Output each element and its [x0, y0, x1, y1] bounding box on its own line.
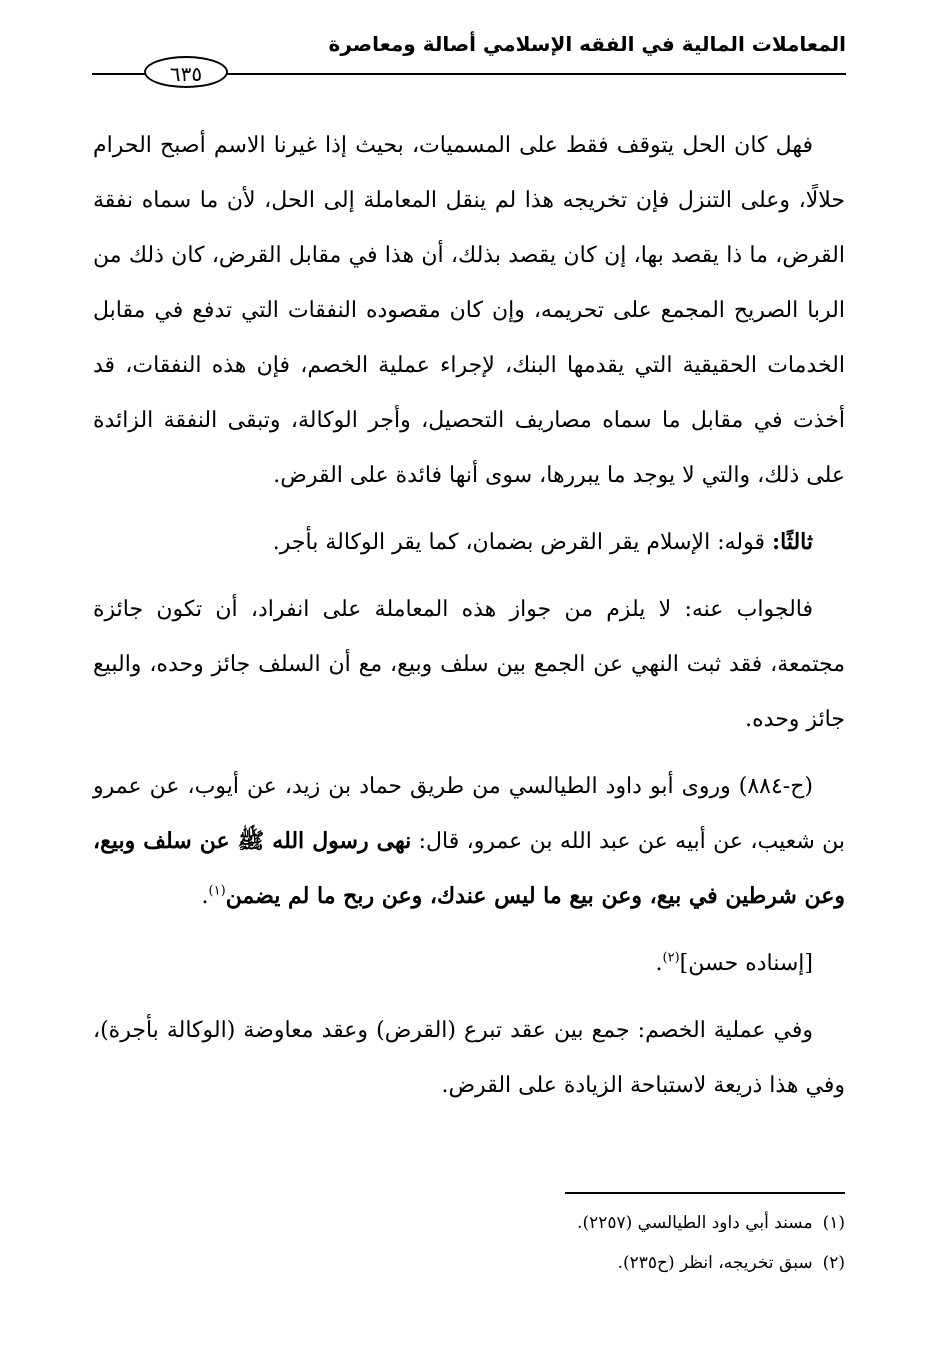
point-label: ثالثًا:: [772, 529, 813, 555]
paragraph-hadith: [93, 759, 845, 924]
running-header: [92, 30, 846, 86]
page-number: ٦٣٥: [144, 56, 228, 88]
footnote-marker: (١): [822, 1213, 845, 1233]
book-title: المعاملات المالية في الفقه الإسلامي أصالة ومعاصرة: [328, 32, 846, 56]
hadith-text: نهى رسول الله ﷺ عن سلف وبيع، وعن شرطين في بيع، وعن بيع ما ليس عندك، وعن ربح ما لم يضمن: [93, 828, 845, 909]
isnad-end: .: [655, 951, 663, 976]
footnote-text: سبق تخريجه، انظر (ح٢٣٥).: [617, 1253, 813, 1273]
footnote-2: [93, 1243, 845, 1283]
paragraph-third-point: [93, 515, 845, 570]
body-text: [93, 118, 845, 1125]
hadith-chain: (ح-٨٨٤) وروى أبو داود الطيالسي من طريق حماد بن زيد، عن أيوب، عن عمرو بن شعيب، عن أبيه عن عبد الله بن عمرو، قال:: [93, 774, 845, 854]
paragraph-discount-analysis: فهل كان الحل يتوقف فقط على المسميات، بحيث إذا غيرنا الاسم أصبح الحرام حلالًا، وعلى التنزل فإن تخريجه هذا لم ينقل المعاملة إلى الحل، لأن ما سماه نفقة القرض، ما ذا يقصد بها، إن كان يقصد بذلك، أن هذا في مقابل القرض، كان ذلك من الربا الصريح المجمع على تحريمه، وإن كان مقصوده النفقات التي تدفع في مقابل الخدمات الحقيقية التي يقدمها البنك، لإجراء عملية الخصم، فإن هذه النفقات، قد أخذت في مقابل ما سماه مصاريف التحصيل، وأجر الوكالة، وتبقى النفقة الزائدة على ذلك، والتي لا يوجد ما يبررها، سوى أنها فائدة على القرض.: [93, 133, 845, 488]
footnote-marker: (٢): [822, 1253, 845, 1273]
paragraph-isnad-grade: [93, 936, 845, 991]
footnotes: [93, 1203, 845, 1283]
footnote-ref-2[interactable]: (٢): [662, 950, 680, 966]
footnote-ref-1[interactable]: (١): [208, 883, 226, 899]
hadith-end: .: [201, 884, 209, 909]
paragraph-answer: فالجواب عنه: لا يلزم من جواز هذه المعاملة على انفراد، أن تكون جائزة مجتمعة، فقد ثبت النهي عن الجمع بين سلف وبيع، مع أن السلف جائز وحده، والبيع جائز وحده.: [93, 597, 845, 732]
paragraph-discount-process: وفي عملية الخصم: جمع بين عقد تبرع (القرض) وعقد معاوضة (الوكالة بأجرة)، وفي هذا ذريعة لاستباحة الزيادة على القرض.: [93, 1018, 845, 1098]
point-text: قوله: الإسلام يقر القرض بضمان، كما يقر الوكالة بأجر.: [272, 530, 772, 555]
footnote-1: [93, 1203, 845, 1243]
footnote-separator: [565, 1192, 845, 1194]
footnote-text: مسند أبي داود الطيالسي (٢٢٥٧).: [577, 1213, 813, 1233]
isnad-grade: [إسناده حسن]: [679, 951, 813, 976]
